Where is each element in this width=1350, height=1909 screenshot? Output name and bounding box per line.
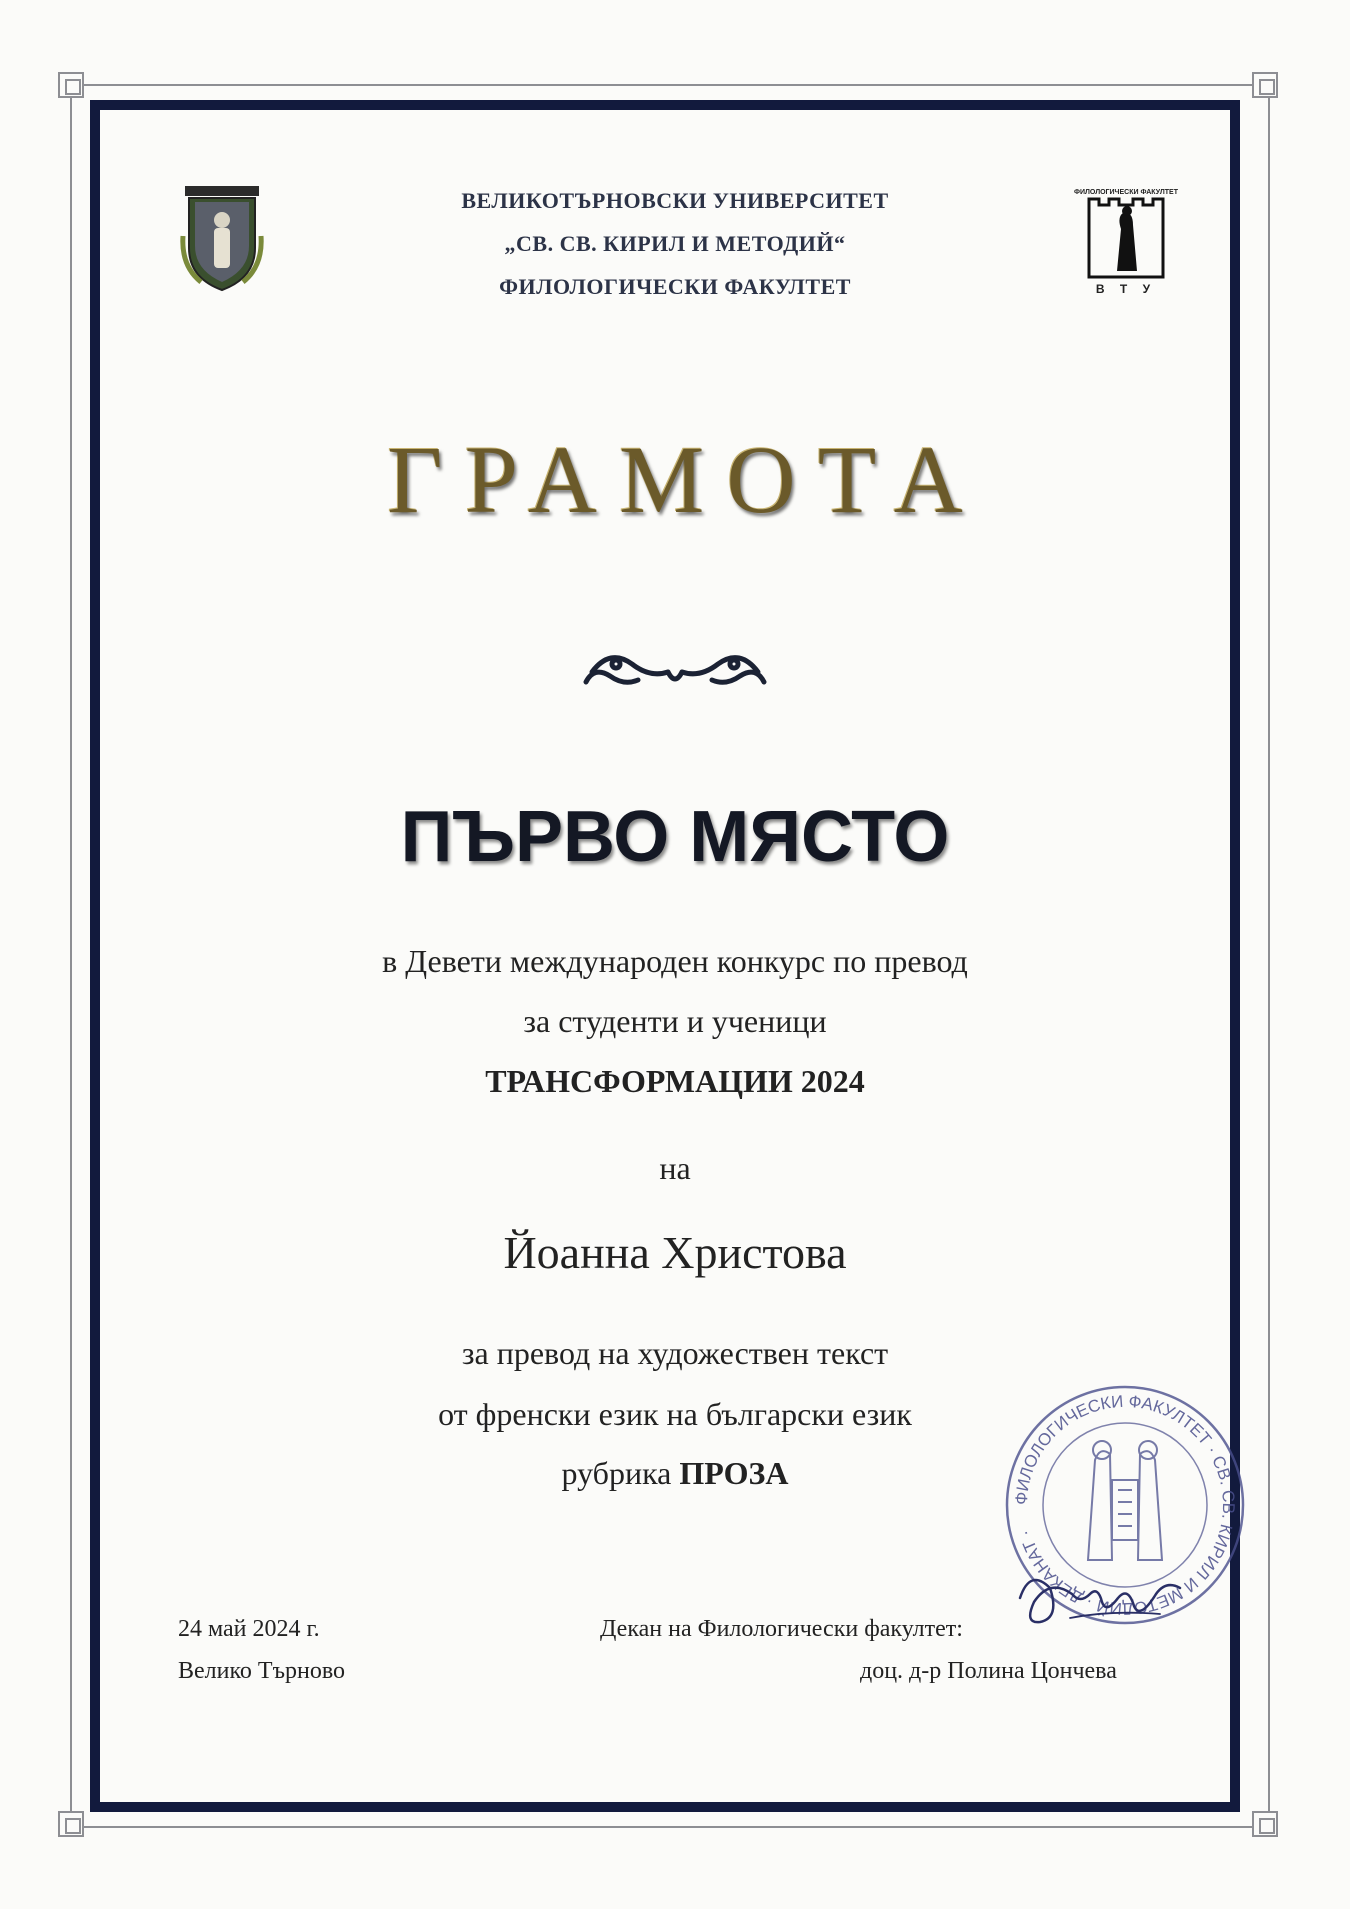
recipient-name: Йоанна Христова — [503, 1227, 847, 1278]
certificate-title: ГРАМОТА — [387, 426, 985, 533]
faculty-name: ФИЛОЛОГИЧЕСКИ ФАКУЛТЕТ — [499, 274, 851, 299]
logo-top-text: ФИЛОЛОГИЧЕСКИ ФАКУЛТЕТ — [1074, 189, 1178, 196]
frame-corner-top-right — [1252, 72, 1278, 98]
frame-corner-bottom-right — [1252, 1811, 1278, 1837]
contest-name: ТРАНСФОРМАЦИИ 2024 — [485, 1063, 865, 1099]
seal-text: ФИЛОЛОГИЧЕСКИ ФАКУЛТЕТ · СВ. СВ. КИРИЛ И МЕТОДИЙ · ДЕКАНАТ · — [1011, 1391, 1239, 1619]
category-name: ПРОЗА — [679, 1455, 789, 1491]
ornament-divider-icon — [580, 642, 770, 704]
to-label: на — [659, 1150, 691, 1186]
university-patrons: „СВ. СВ. КИРИЛ И МЕТОДИЙ“ — [504, 231, 846, 256]
issue-date: 24 май 2024 г. — [178, 1616, 320, 1642]
university-name: ВЕЛИКОТЪРНОВСКИ УНИВЕРСИТЕТ — [461, 188, 889, 213]
dean-name: доц. д-р Полина Цончева — [860, 1658, 1117, 1684]
category-prefix: рубрика — [561, 1455, 672, 1491]
issue-city: Велико Търново — [178, 1658, 346, 1684]
contest-line-2: за студенти и ученици — [523, 1003, 827, 1039]
award-place: ПЪРВО МЯСТО — [400, 797, 950, 877]
description-line-2: от френски език на български език — [438, 1396, 912, 1432]
dean-signature — [1010, 1558, 1200, 1638]
frame-corner-bottom-left — [58, 1811, 84, 1837]
faculty-logo-icon — [1074, 185, 1178, 297]
description-line-1: за превод на художествен текст — [461, 1335, 889, 1371]
contest-line-1: в Девети международен конкурс по превод — [382, 943, 968, 979]
frame-corner-top-left — [58, 72, 84, 98]
dean-title: Декан на Филологически факултет: — [600, 1616, 963, 1642]
logo-bottom-text: В Т У — [1095, 282, 1157, 296]
